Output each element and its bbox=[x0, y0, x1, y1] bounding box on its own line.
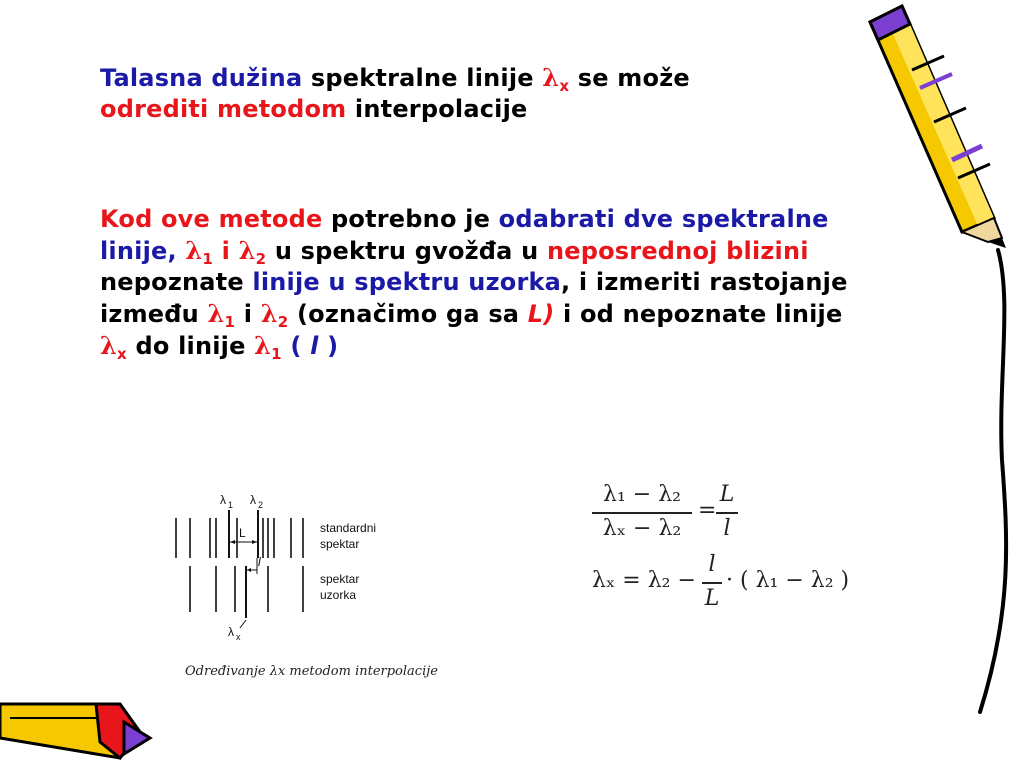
text-segment: neposrednoj blizini bbox=[546, 237, 809, 265]
lambda-x-pointer bbox=[240, 620, 246, 628]
text-segment: ( bbox=[290, 332, 311, 360]
lambda-symbol: λ bbox=[207, 299, 225, 328]
lambda-symbol: λ bbox=[542, 63, 560, 92]
formula1-numerator: λ₁ − λ₂ bbox=[603, 482, 681, 507]
paragraph-1 bbox=[100, 62, 860, 125]
label-l: l bbox=[258, 555, 261, 569]
label-lambda1: λ bbox=[220, 493, 226, 507]
pencil-decoration-left bbox=[0, 698, 160, 768]
text-segment: Talasna dužina bbox=[100, 64, 303, 92]
formula1-fraction-line bbox=[592, 512, 692, 514]
text-segment: se može bbox=[569, 64, 690, 92]
spectrum-diagram bbox=[150, 480, 470, 670]
label-sample-2: uzorka bbox=[320, 588, 357, 602]
label-sample-1: spektar bbox=[320, 572, 360, 586]
lambda-symbol: λ bbox=[254, 331, 272, 360]
pencil-stroke-line bbox=[980, 250, 1006, 712]
text-segment: linije u spektru uzorka bbox=[252, 268, 562, 296]
label-lambda1-sub: 1 bbox=[228, 500, 234, 510]
label-standard-1: standardni bbox=[320, 521, 377, 535]
sample-spectrum-lines bbox=[190, 566, 303, 618]
diagram-caption: Određivanje λx metodom interpolacije bbox=[185, 664, 438, 679]
formula2-left: λₓ = λ₂ − bbox=[592, 568, 696, 593]
formula2-numerator: l bbox=[708, 552, 716, 577]
formula2-denominator: L bbox=[704, 586, 720, 611]
paragraph-2 bbox=[100, 204, 860, 362]
lambda-subscript: 2 bbox=[277, 313, 289, 331]
formula1-right-denominator: l bbox=[723, 516, 731, 541]
formula2-right: · ( λ₁ − λ₂ ) bbox=[726, 568, 850, 593]
lambda-subscript: 2 bbox=[255, 250, 267, 268]
formula1-right-numerator: L bbox=[719, 482, 735, 507]
text-segment: ) bbox=[318, 332, 339, 360]
faded-background-text bbox=[20, 610, 23, 624]
l-dimension bbox=[247, 558, 257, 574]
text-segment: i od nepoznate linije bbox=[554, 300, 843, 328]
pencil-decoration-right bbox=[862, 0, 1024, 720]
lambda-symbol: λ bbox=[238, 236, 256, 265]
label-L: L bbox=[239, 526, 246, 540]
lambda-subscript: 1 bbox=[271, 345, 282, 363]
formula1-right-fraction-line bbox=[716, 512, 738, 514]
text-segment: L) bbox=[527, 300, 555, 328]
lambda-subscript: x bbox=[559, 77, 570, 95]
text-segment: do linije bbox=[126, 332, 255, 360]
lambda-symbol: λ bbox=[185, 236, 203, 265]
text-segment: potrebno je bbox=[322, 205, 499, 233]
label-lambda2: λ bbox=[250, 493, 256, 507]
text-segment: u spektru gvožđa u bbox=[266, 237, 547, 265]
text-segment: odabrati dve spektralne linije, bbox=[100, 205, 829, 265]
text-segment: interpolacije bbox=[346, 95, 528, 123]
text-segment: i bbox=[243, 300, 253, 328]
text-segment: (označimo ga sa bbox=[296, 300, 528, 328]
text-segment: Kod ove metode bbox=[100, 205, 323, 233]
lambda-symbol: λ bbox=[260, 299, 278, 328]
text-segment: i bbox=[221, 237, 231, 265]
label-lambda-x-sub: x bbox=[236, 632, 241, 642]
formula2-fraction-line bbox=[702, 582, 722, 584]
lambda-subscript: 1 bbox=[224, 313, 236, 331]
L-dimension bbox=[230, 540, 257, 544]
lambda-symbol: λ bbox=[100, 331, 118, 360]
text-segment: nepoznate bbox=[100, 268, 253, 296]
text-segment: spektralne linije bbox=[302, 64, 543, 92]
formula1-equals: = bbox=[698, 498, 717, 523]
text-segment: l bbox=[310, 332, 319, 360]
label-lambda-x: λ bbox=[228, 625, 234, 639]
pencil-body bbox=[870, 6, 1006, 248]
label-standard-2: spektar bbox=[320, 537, 360, 551]
lambda-subscript: x bbox=[117, 345, 127, 363]
formula1-denominator: λₓ − λ₂ bbox=[602, 516, 682, 541]
lambda-subscript: 1 bbox=[202, 250, 214, 268]
text-segment: odrediti metodom bbox=[100, 95, 347, 123]
text-segment: , i izmeriti rastojanje između bbox=[100, 268, 848, 328]
label-lambda2-sub: 2 bbox=[258, 500, 264, 510]
